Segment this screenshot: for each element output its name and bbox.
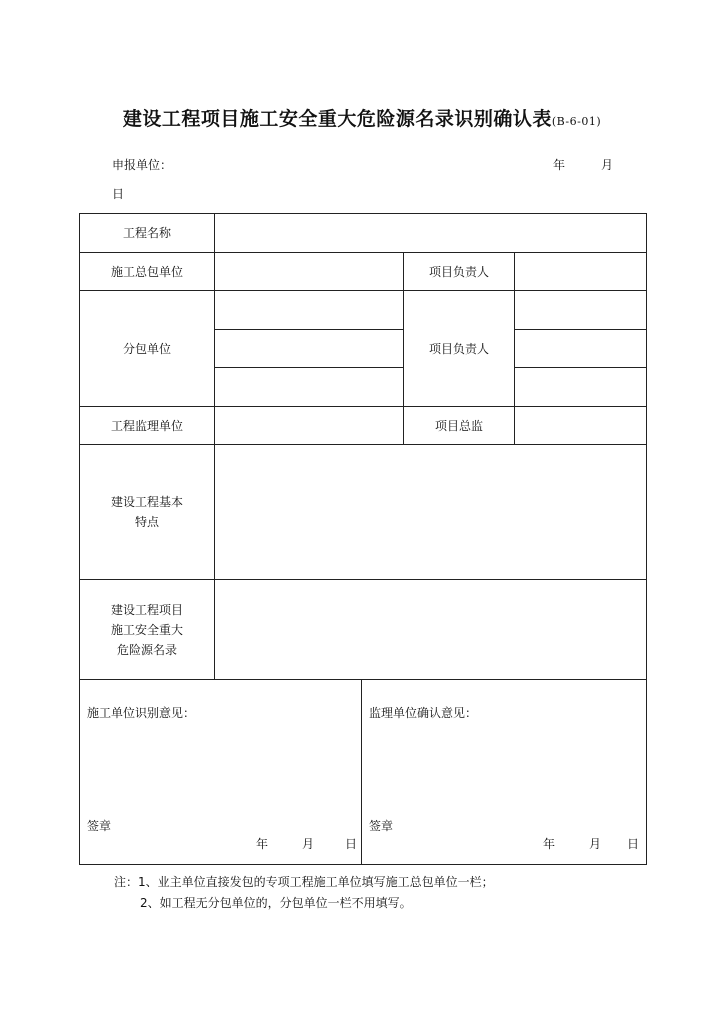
chief-supervisor-label: 项目总监 [404, 407, 515, 445]
subcontractor-field-1[interactable] [215, 291, 404, 330]
subcontractor-label: 分包单位 [80, 291, 215, 407]
project-name-label: 工程名称 [80, 214, 215, 253]
note-line-2: 2、如工程无分包单位的，分包单位一栏不用填写。 [140, 896, 412, 910]
sub-project-manager-field-2[interactable] [515, 330, 647, 368]
supervision-unit-field[interactable] [215, 407, 404, 445]
applicant-label: 申报单位： [112, 158, 173, 172]
subcontractor-field-2[interactable] [215, 330, 404, 368]
title-text: 建设工程项目施工安全重大危险源名录识别确认表 [122, 108, 552, 130]
sub-project-manager-field-1[interactable] [515, 291, 647, 330]
general-contractor-label: 施工总包单位 [80, 253, 215, 291]
sub-project-manager-field-3[interactable] [515, 368, 647, 407]
subcontractor-field-3[interactable] [215, 368, 404, 407]
supervision-year: 年 [543, 837, 556, 851]
construction-month: 月 [302, 837, 315, 851]
supervision-month: 月 [589, 837, 602, 851]
construction-opinion-label: 施工单位识别意见： [87, 706, 196, 720]
features-field[interactable] [215, 445, 647, 580]
general-contractor-field[interactable] [215, 253, 404, 291]
construction-seal-label: 签章 [87, 819, 112, 833]
project-manager-label: 项目负责人 [404, 253, 515, 291]
page-title [0, 104, 724, 131]
construction-opinion-cell[interactable] [80, 680, 362, 865]
supervision-seal-label: 签章 [369, 819, 394, 833]
form-code: (B-6-01) [551, 115, 602, 128]
sub-project-manager-label: 项目负责人 [404, 291, 515, 407]
note-line-1: 注：1、业主单位直接发包的专项工程施工单位填写施工总包单位一栏； [114, 875, 494, 889]
form-notes [114, 872, 494, 914]
chief-supervisor-field[interactable] [515, 407, 647, 445]
supervision-opinion-cell[interactable] [362, 680, 647, 865]
features-label-line-2: 特点 [134, 515, 159, 529]
construction-day: 日 [345, 837, 358, 851]
header-day: 日 [112, 187, 125, 201]
header-year: 年 [553, 158, 566, 172]
features-label-line-1: 建设工程基本 [110, 495, 183, 509]
supervision-opinion-label: 监理单位确认意见： [369, 706, 478, 720]
hazard-label-line-3: 危险源名录 [116, 642, 177, 657]
hazard-label-line-2: 施工安全重大 [110, 622, 183, 637]
supervision-day: 日 [627, 837, 640, 851]
hazard-list-label [80, 580, 215, 680]
construction-year: 年 [256, 837, 269, 851]
features-label [80, 445, 215, 580]
project-name-field[interactable] [215, 214, 647, 253]
project-manager-field[interactable] [515, 253, 647, 291]
header-month: 月 [601, 158, 614, 172]
hazard-label-line-1: 建设工程项目 [110, 602, 183, 617]
hazard-list-field[interactable] [215, 580, 647, 680]
confirmation-form-table [79, 213, 647, 865]
supervision-unit-label: 工程监理单位 [80, 407, 215, 445]
